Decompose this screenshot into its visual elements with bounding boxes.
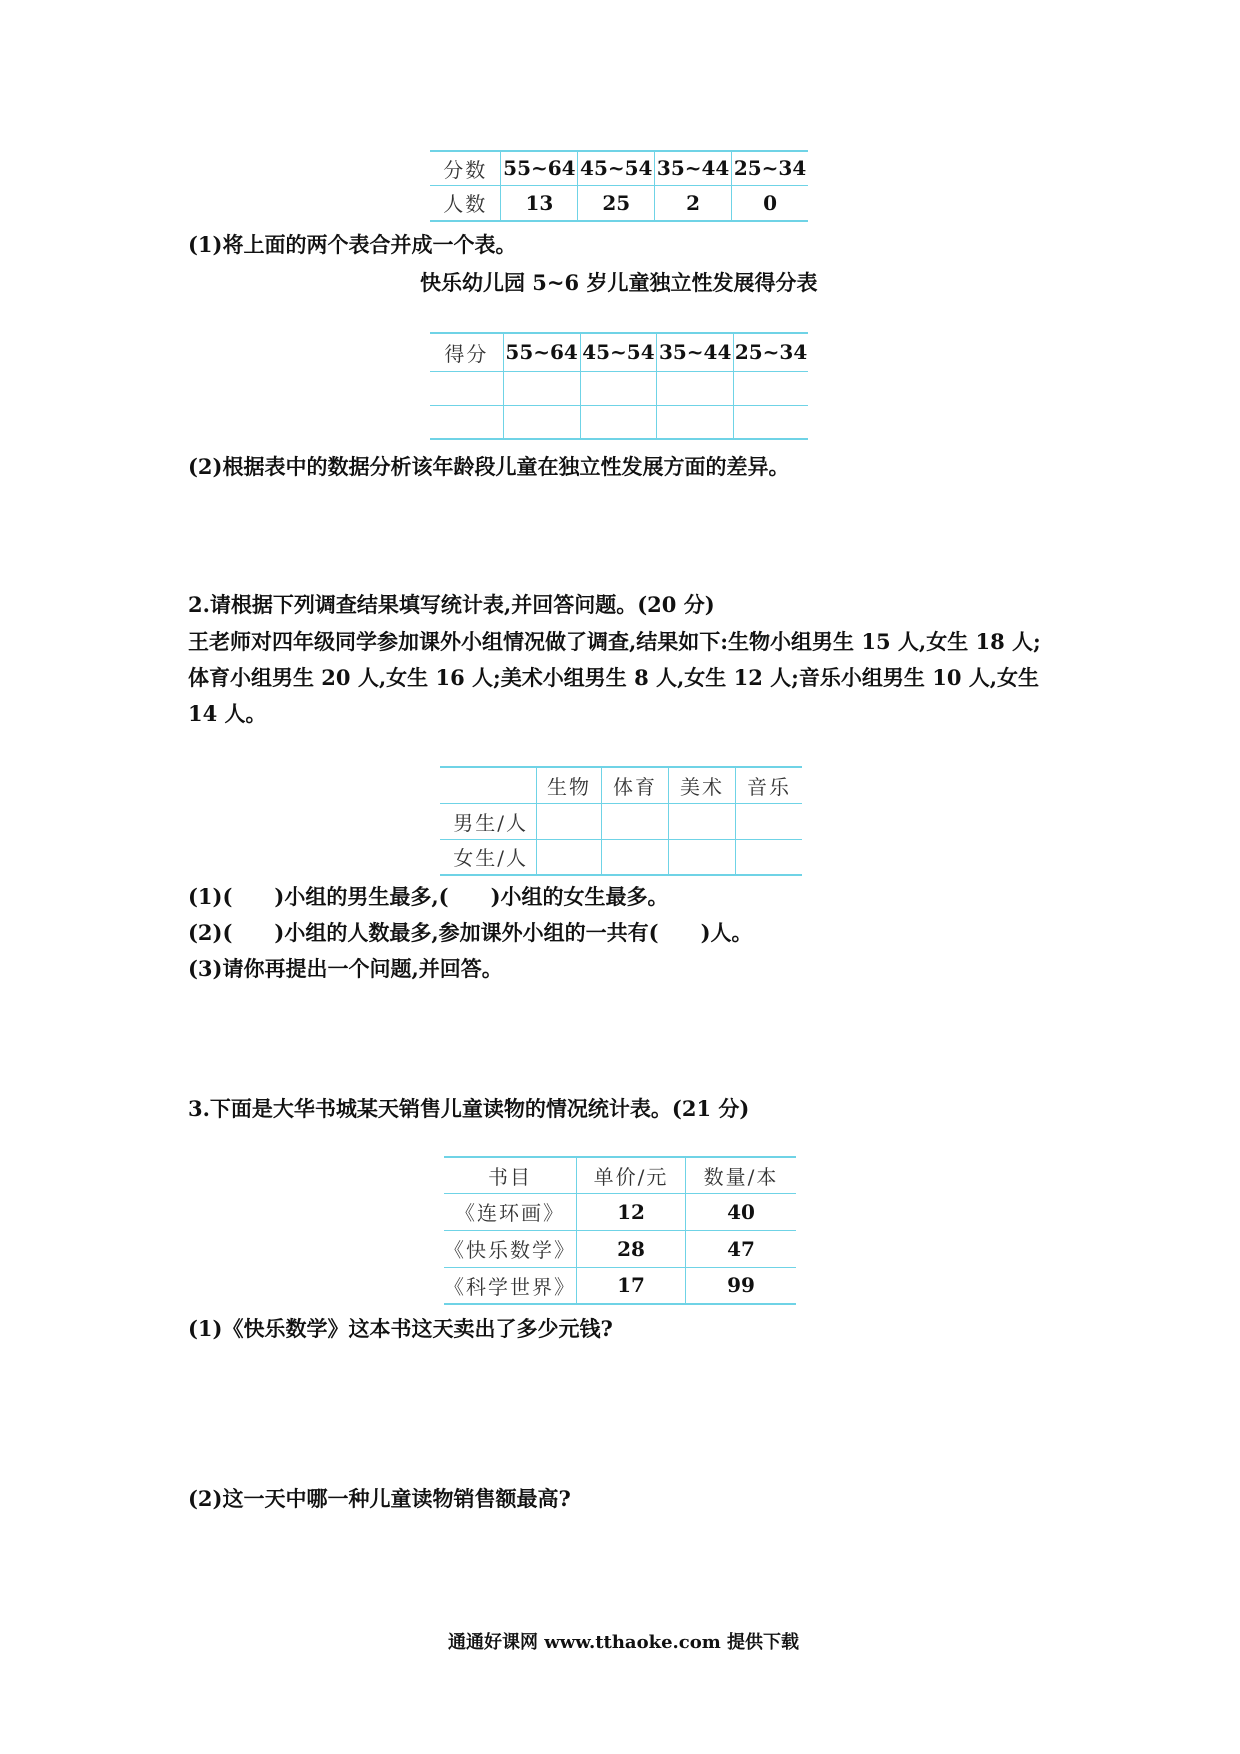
table-header-cell: 35~44 bbox=[657, 333, 734, 371]
blank-cell[interactable] bbox=[602, 839, 669, 875]
question-2-title: 2.请根据下列调查结果填写统计表,并回答问题。(20 分) bbox=[188, 592, 715, 617]
quantity-cell: 99 bbox=[686, 1267, 797, 1304]
table-header-cell: 音乐 bbox=[736, 767, 803, 803]
question-2-part-1: (1)( )小组的男生最多,( )小组的女生最多。 bbox=[188, 884, 669, 909]
table-header-cell: 美术 bbox=[669, 767, 736, 803]
score-count-table bbox=[430, 150, 808, 222]
blank-cell[interactable] bbox=[734, 371, 808, 405]
blank-cell[interactable] bbox=[657, 405, 734, 439]
price-cell: 12 bbox=[577, 1193, 686, 1230]
question-2-part-2: (2)( )小组的人数最多,参加课外小组的一共有( )人。 bbox=[188, 920, 753, 945]
footer-credit: 通通好课网 www.tthaoke.com 提供下载 bbox=[448, 1632, 800, 1653]
merged-table-title: 快乐幼儿园 5~6 岁儿童独立性发展得分表 bbox=[420, 270, 818, 295]
blank-cell[interactable] bbox=[657, 371, 734, 405]
table-header-cell: 得分 bbox=[430, 333, 503, 371]
question-3-part-1: (1)《快乐数学》这本书这天卖出了多少元钱? bbox=[188, 1316, 613, 1341]
row-label: 男生/人 bbox=[440, 803, 537, 839]
table-cell: 人数 bbox=[430, 185, 501, 221]
blank-cell[interactable] bbox=[669, 839, 736, 875]
table-header-cell: 35~44 bbox=[655, 151, 732, 185]
table-cell: 2 bbox=[655, 185, 732, 221]
blank-cell[interactable] bbox=[580, 371, 657, 405]
question-3-part-2: (2)这一天中哪一种儿童读物销售额最高? bbox=[188, 1486, 571, 1511]
book-title-cell: 《快乐数学》 bbox=[444, 1230, 577, 1267]
merged-score-table bbox=[430, 332, 808, 440]
table-cell: 13 bbox=[501, 185, 578, 221]
table-header-cell: 分数 bbox=[430, 151, 501, 185]
table-header-cell: 书目 bbox=[444, 1157, 577, 1193]
table-cell: 0 bbox=[732, 185, 808, 221]
table-cell: 25 bbox=[578, 185, 655, 221]
quantity-cell: 47 bbox=[686, 1230, 797, 1267]
table-header-cell: 单价/元 bbox=[577, 1157, 686, 1193]
blank-cell[interactable] bbox=[537, 839, 602, 875]
blank-cell[interactable] bbox=[736, 803, 803, 839]
blank-cell[interactable] bbox=[537, 803, 602, 839]
question-1-part-2: (2)根据表中的数据分析该年龄段儿童在独立性发展方面的差异。 bbox=[188, 454, 790, 479]
book-title-cell: 《连环画》 bbox=[444, 1193, 577, 1230]
row-label: 女生/人 bbox=[440, 839, 537, 875]
table-header-cell: 数量/本 bbox=[686, 1157, 797, 1193]
price-cell: 28 bbox=[577, 1230, 686, 1267]
question-2-part-3: (3)请你再提出一个问题,并回答。 bbox=[188, 956, 503, 981]
blank-cell[interactable] bbox=[503, 405, 580, 439]
table-header-cell: 生物 bbox=[537, 767, 602, 803]
table-header-cell: 25~34 bbox=[734, 333, 808, 371]
blank-cell[interactable] bbox=[734, 405, 808, 439]
blank-cell[interactable] bbox=[580, 405, 657, 439]
blank-cell[interactable] bbox=[736, 839, 803, 875]
table-header-cell: 体育 bbox=[602, 767, 669, 803]
table-header-cell bbox=[440, 767, 537, 803]
group-stats-table bbox=[440, 766, 802, 876]
table-header-cell: 25~34 bbox=[732, 151, 808, 185]
book-sales-table bbox=[444, 1156, 796, 1305]
table-header-cell: 45~54 bbox=[578, 151, 655, 185]
blank-cell[interactable] bbox=[503, 371, 580, 405]
price-cell: 17 bbox=[577, 1267, 686, 1304]
blank-cell[interactable] bbox=[669, 803, 736, 839]
question-1-part-1: (1)将上面的两个表合并成一个表。 bbox=[188, 232, 517, 257]
book-title-cell: 《科学世界》 bbox=[444, 1267, 577, 1304]
table-header-cell: 55~64 bbox=[503, 333, 580, 371]
question-2-body: 王老师对四年级同学参加课外小组情况做了调查,结果如下:生物小组男生 15 人,女生 18 人;体育小组男生 20 人,女生 16 人;美术小组男生 8 人,女生 12 人;音乐小组男生 10 人,女生 14 人。 bbox=[188, 629, 1041, 726]
blank-cell[interactable] bbox=[602, 803, 669, 839]
question-3-title: 3.下面是大华书城某天销售儿童读物的情况统计表。(21 分) bbox=[188, 1096, 750, 1121]
blank-cell[interactable] bbox=[430, 405, 503, 439]
table-header-cell: 45~54 bbox=[580, 333, 657, 371]
table-header-cell: 55~64 bbox=[501, 151, 578, 185]
quantity-cell: 40 bbox=[686, 1193, 797, 1230]
blank-cell[interactable] bbox=[430, 371, 503, 405]
